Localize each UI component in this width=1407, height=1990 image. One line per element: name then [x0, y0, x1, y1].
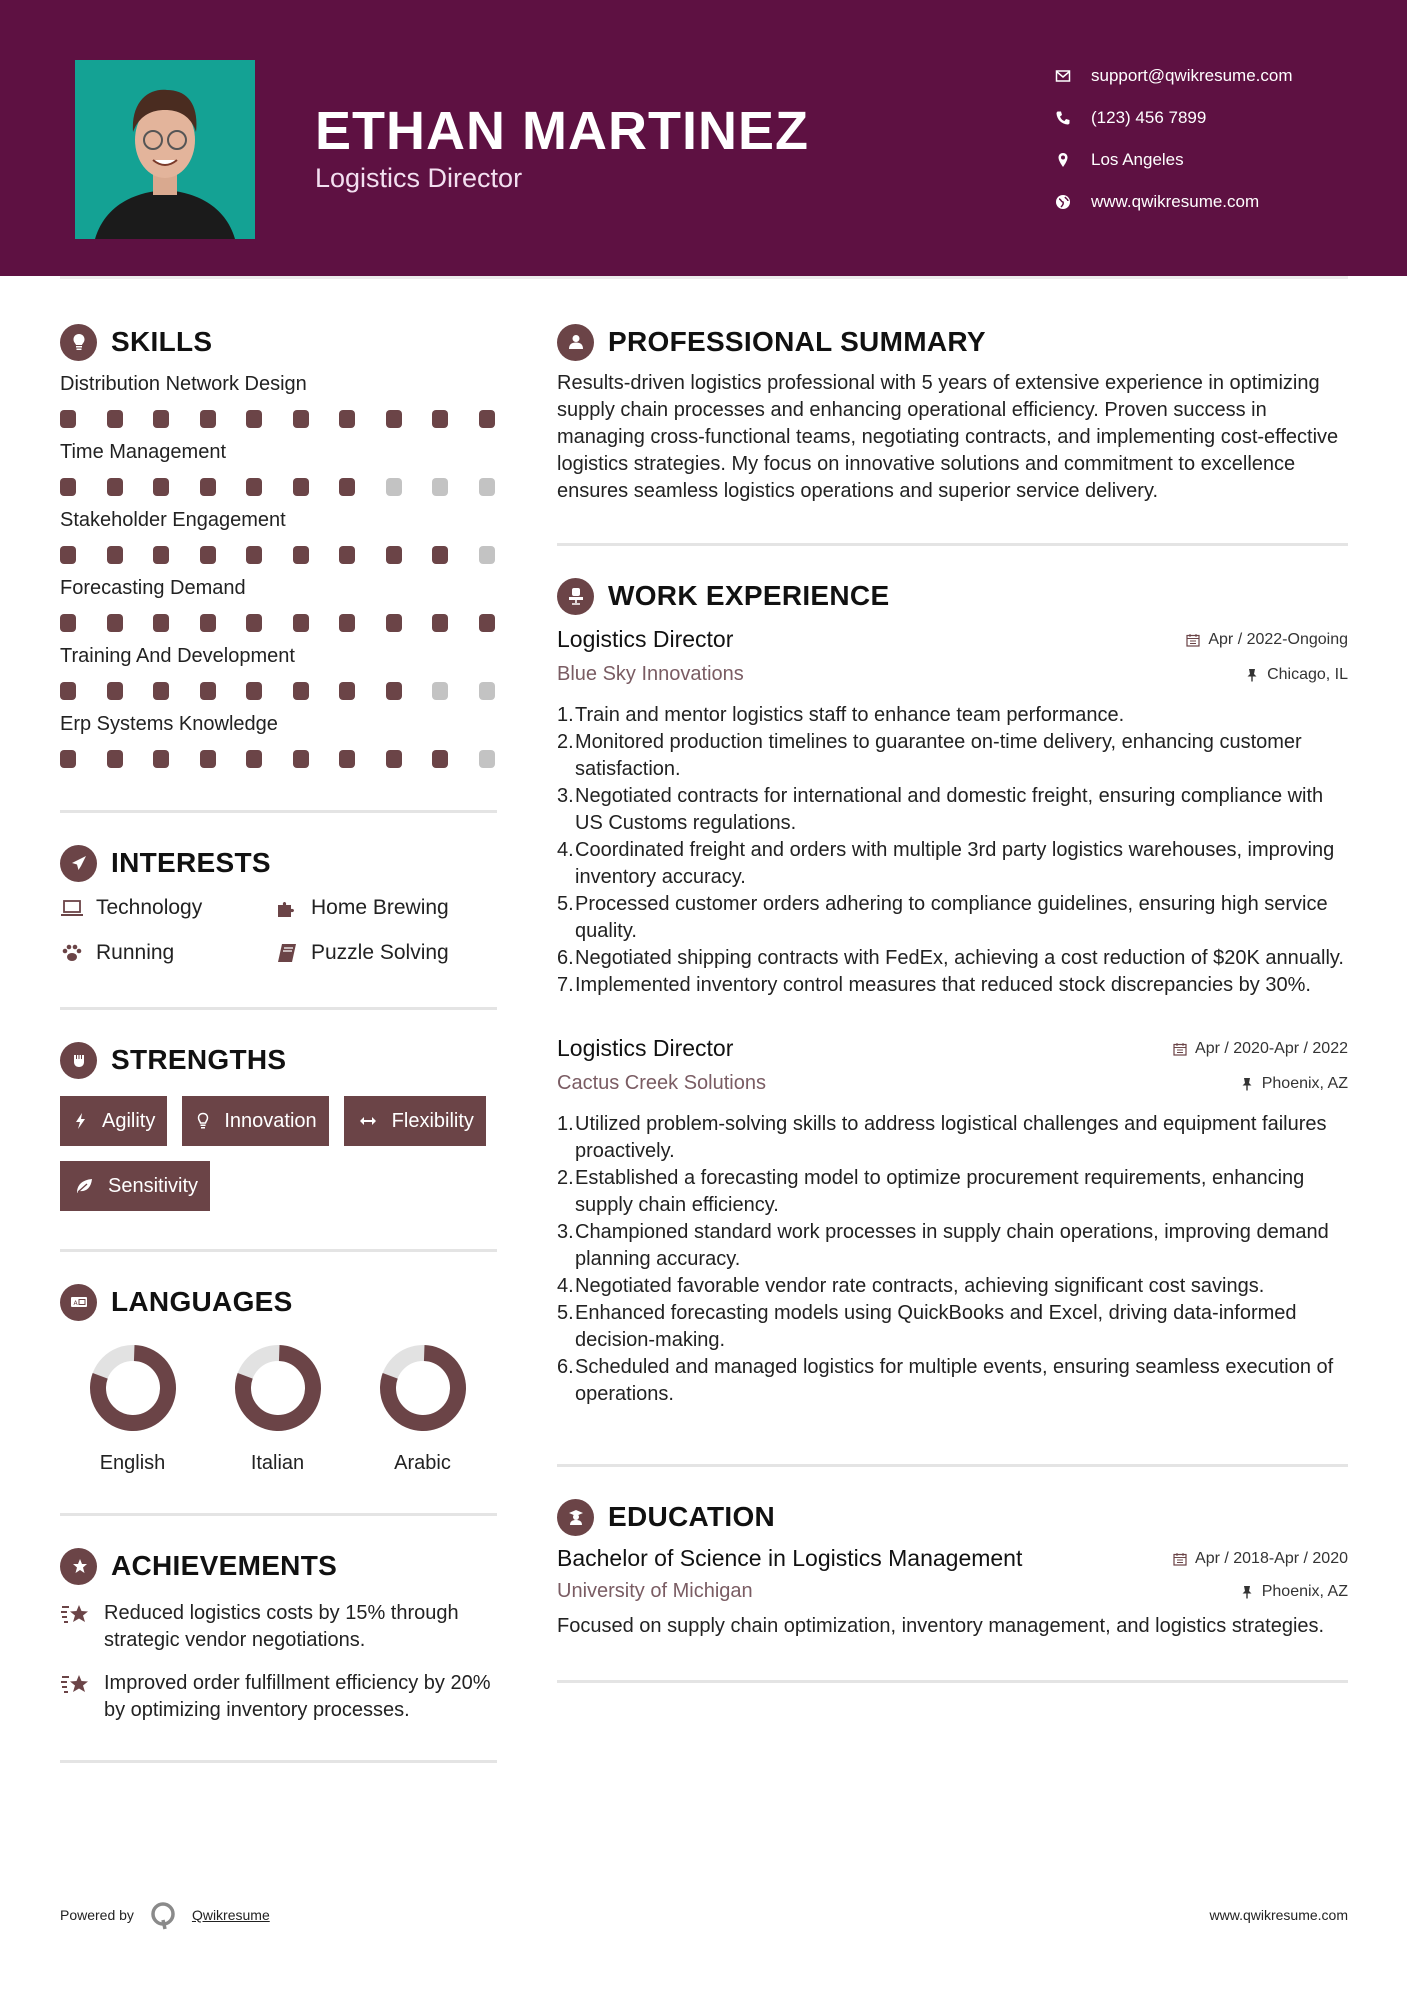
skill-name: Time Management: [60, 441, 226, 463]
rating-dot: [339, 682, 355, 700]
rating-dot: [479, 750, 495, 768]
interest-item: [275, 938, 490, 967]
rating-dot: [293, 750, 309, 768]
star-badge-icon: [60, 1548, 97, 1585]
calendar-icon: [1186, 633, 1200, 647]
qwikresume-logo-icon: [148, 1900, 178, 1930]
pushpin-icon: [1240, 1077, 1254, 1091]
section-divider: [557, 1680, 1348, 1683]
skill-rating: [60, 546, 497, 566]
rating-dot: [386, 682, 402, 700]
job-bullet: 6. Scheduled and managed logistics for multiple events, ensuring seamless execution of operations.: [557, 1356, 1334, 1405]
interests-section: [60, 843, 497, 1010]
bolt-icon: [72, 1112, 90, 1130]
lightbulb-icon: [194, 1112, 212, 1130]
chair-icon: [557, 578, 594, 615]
language-item: [60, 1344, 205, 1475]
contact-website[interactable]: [1055, 181, 1293, 223]
shooting-star-icon: [60, 1672, 90, 1698]
job-bullet: 3. Negotiated contracts for international and domestic freight, ensuring compliance with US Customs regulations.: [557, 785, 1324, 834]
rating-dot: [153, 750, 169, 768]
interest-label: Home Brewing: [311, 895, 449, 919]
language-proficiency-ring: [379, 1344, 467, 1432]
rating-dot: [107, 682, 123, 700]
strength-label: Flexibility: [391, 1109, 474, 1132]
user-icon: [557, 324, 594, 361]
job-bullet: 7. Implemented inventory control measures that reduced stock discrepancies by 30%.: [557, 974, 1311, 996]
rating-dot: [479, 614, 495, 632]
arrows-horizontal-icon: [356, 1112, 380, 1130]
pushpin-icon: [1245, 668, 1259, 682]
strength-label: Sensitivity: [108, 1174, 199, 1197]
education-dates: [1173, 1550, 1348, 1568]
skill-rating: [60, 682, 497, 702]
language-icon: [60, 1284, 97, 1321]
qwikresume-link[interactable]: Qwikresume: [191, 1907, 270, 1923]
rating-dot: [432, 682, 448, 700]
rating-dot: [339, 546, 355, 564]
interests-heading: INTERESTS: [111, 847, 271, 878]
powered-by-label: Powered by: [60, 1907, 134, 1923]
summary-section: [557, 322, 1348, 546]
paw-icon: [60, 942, 84, 964]
calendar-icon: [1173, 1042, 1187, 1056]
job-bullet: 3. Championed standard work processes in supply chain operations, improving demand planning accuracy.: [557, 1221, 1329, 1270]
rating-dot: [293, 546, 309, 564]
rating-dot: [153, 614, 169, 632]
summary-text: Results-driven logistics professional with 5 years of extensive experience in optimizing supply chain processes and enhancing operational efficiency. Proven success in managing cross-functional teams, negotiating contracts, and implementing cost-effective logistics strategies. My focus on innovative solutions and commitment to excellence ensures seamless logistics operations and superior service delivery.: [557, 372, 1339, 502]
contact-phone[interactable]: [1055, 97, 1293, 139]
rating-dot: [386, 410, 402, 428]
job-bullets: [557, 1111, 1348, 1408]
interest-label: Technology: [96, 895, 203, 919]
interest-label: Running: [96, 940, 175, 964]
leaf-icon: [72, 1177, 96, 1195]
rating-dot: [200, 614, 216, 632]
svg-text:A: A: [73, 1300, 78, 1307]
job-location: Phoenix, AZ: [1240, 1075, 1348, 1093]
interest-item: [275, 893, 490, 922]
contact-location: [1055, 139, 1293, 181]
skills-list: [60, 372, 497, 770]
experience-heading: WORK EXPERIENCE: [608, 580, 890, 611]
rating-dot: [386, 478, 402, 496]
shooting-star-icon: [60, 1602, 90, 1628]
job-bullet: 5. Processed customer orders adhering to compliance guidelines, ensuring high service quality.: [557, 893, 1328, 942]
language-proficiency-ring: [234, 1344, 322, 1432]
rating-dot: [107, 750, 123, 768]
rating-dot: [107, 546, 123, 564]
profile-photo: [75, 60, 255, 239]
book-icon: [275, 942, 299, 964]
achievement-item: [60, 1600, 497, 1654]
rating-dot: [246, 478, 262, 496]
strength-tag: [60, 1161, 210, 1211]
interests-list: [60, 893, 497, 967]
rating-dot: [246, 410, 262, 428]
calendar-icon: [1173, 1552, 1187, 1566]
strength-tag: [60, 1096, 167, 1146]
rating-dot: [432, 478, 448, 496]
contact-phone-text: (123) 456 7899: [1091, 108, 1207, 127]
rating-dot: [479, 682, 495, 700]
rating-dot: [153, 410, 169, 428]
languages-list: [60, 1344, 497, 1475]
rating-dot: [479, 478, 495, 496]
rating-dot: [386, 750, 402, 768]
education-dates-text: Apr / 2018-Apr / 2020: [1195, 1549, 1348, 1567]
skills-heading: SKILLS: [111, 326, 213, 357]
rating-dot: [246, 614, 262, 632]
rating-dot: [153, 478, 169, 496]
rating-dot: [339, 750, 355, 768]
achievements-heading: ACHIEVEMENTS: [111, 1550, 338, 1581]
job-bullet: 1. Utilized problem-solving skills to address logistical challenges and equipment failures proactively.: [557, 1113, 1327, 1162]
achievement-text: Improved order fulfillment efficiency by 20% by optimizing inventory processes.: [104, 1672, 491, 1721]
skill-name: Stakeholder Engagement: [60, 509, 286, 531]
candidate-title: Logistics Director: [315, 163, 523, 193]
job-dates: Apr / 2020-Apr / 2022: [1173, 1040, 1348, 1058]
rating-dot: [432, 410, 448, 428]
rating-dot: [60, 410, 76, 428]
section-divider: [557, 1464, 1348, 1467]
rating-dot: [432, 750, 448, 768]
section-divider: [60, 1760, 497, 1763]
rating-dot: [432, 546, 448, 564]
job-entry: [557, 626, 1348, 999]
section-divider: [557, 543, 1348, 546]
job-bullet: 4. Negotiated favorable vendor rate contracts, achieving significant cost savings.: [557, 1275, 1265, 1297]
contact-location-text: Los Angeles: [1091, 150, 1184, 169]
rating-dot: [246, 750, 262, 768]
summary-heading: PROFESSIONAL SUMMARY: [608, 326, 986, 357]
job-bullet: 1. Train and mentor logistics staff to enhance team performance.: [557, 704, 1125, 726]
candidate-name: ETHAN MARTINEZ: [315, 101, 809, 161]
header-divider: [60, 276, 1348, 279]
map-pin-icon: [1055, 152, 1091, 168]
education-description: Focused on supply chain optimization, inventory management, and logistics strategies.: [557, 1615, 1325, 1637]
rating-dot: [386, 546, 402, 564]
rating-dot: [293, 682, 309, 700]
interest-label: Puzzle Solving: [311, 940, 449, 964]
job-bullets: [557, 702, 1348, 999]
job-entry: [557, 1035, 1348, 1408]
section-divider: [60, 810, 497, 813]
skill-rating: [60, 614, 497, 634]
strengths-heading: STRENGTHS: [111, 1044, 287, 1075]
achievements-section: [60, 1546, 497, 1763]
rating-dot: [246, 546, 262, 564]
rating-dot: [60, 682, 76, 700]
footer: [60, 1900, 1348, 1930]
rating-dot: [432, 614, 448, 632]
phone-icon: [1055, 110, 1091, 126]
strength-tag: [182, 1096, 328, 1146]
language-name: English: [99, 1452, 166, 1474]
company-name: Blue Sky Innovations: [557, 663, 744, 685]
interest-item: [60, 893, 275, 922]
job-location: Chicago, IL: [1245, 666, 1348, 684]
language-name: Italian: [250, 1452, 305, 1474]
skill-rating: [60, 410, 497, 430]
rating-dot: [200, 682, 216, 700]
strength-label: Agility: [102, 1109, 156, 1132]
rating-dot: [153, 682, 169, 700]
lightbulb-icon: [60, 324, 97, 361]
languages-heading: LANGUAGES: [111, 1286, 293, 1317]
job-dates: Apr / 2022-Ongoing: [1186, 631, 1348, 649]
job-title: Logistics Director: [557, 626, 734, 652]
rating-dot: [479, 410, 495, 428]
strengths-section: [60, 1040, 497, 1252]
company-name: Cactus Creek Solutions: [557, 1072, 766, 1094]
language-item: [205, 1344, 350, 1475]
strength-label: Innovation: [224, 1109, 317, 1132]
rating-dot: [200, 546, 216, 564]
education-heading: EDUCATION: [608, 1501, 776, 1532]
skill-name: Forecasting Demand: [60, 577, 246, 599]
job-title: Logistics Director: [557, 1035, 734, 1061]
achievement-item: [60, 1670, 497, 1724]
contact-email[interactable]: [1055, 55, 1293, 97]
rating-dot: [60, 614, 76, 632]
rating-dot: [200, 478, 216, 496]
rating-dot: [153, 546, 169, 564]
globe-icon: [1055, 194, 1091, 210]
rating-dot: [479, 546, 495, 564]
skill-name: Erp Systems Knowledge: [60, 713, 278, 735]
rating-dot: [293, 410, 309, 428]
job-bullet: 6. Negotiated shipping contracts with FedEx, achieving a cost reduction of $20K annually.: [557, 947, 1344, 969]
pushpin-icon: [1240, 1585, 1254, 1599]
skill-rating: [60, 478, 497, 498]
rating-dot: [200, 750, 216, 768]
profile-photo-illustration: [75, 60, 255, 239]
footer-url[interactable]: www.qwikresume.com: [1209, 1907, 1348, 1923]
achievement-text: Reduced logistics costs by 15% through strategic vendor negotiations.: [104, 1602, 459, 1651]
rating-dot: [339, 410, 355, 428]
laptop-icon: [60, 897, 84, 919]
rating-dot: [293, 478, 309, 496]
rating-dot: [60, 478, 76, 496]
language-proficiency-ring: [89, 1344, 177, 1432]
job-bullet: 4. Coordinated freight and orders with multiple 3rd party logistics warehouses, improving inventory accuracy.: [557, 839, 1335, 888]
school-name: University of Michigan: [557, 1580, 753, 1602]
rating-dot: [60, 546, 76, 564]
rating-dot: [339, 478, 355, 496]
job-bullet: 5. Enhanced forecasting models using QuickBooks and Excel, driving data-informed decision-making.: [557, 1302, 1297, 1351]
left-column: [60, 322, 497, 1763]
rating-dot: [200, 410, 216, 428]
job-bullet: 2. Monitored production timelines to guarantee on-time delivery, enhancing customer satisfaction.: [557, 731, 1302, 780]
languages-section: [60, 1282, 497, 1516]
rating-dot: [107, 614, 123, 632]
rating-dot: [339, 614, 355, 632]
strength-tag: [344, 1096, 486, 1146]
envelope-icon: [1055, 68, 1091, 84]
rating-dot: [107, 478, 123, 496]
education-location-text: Phoenix, AZ: [1261, 1582, 1348, 1600]
contact-website-text: www.qwikresume.com: [1091, 192, 1260, 211]
puzzle-icon: [275, 897, 299, 919]
right-column: [557, 322, 1348, 1683]
skill-name: Distribution Network Design: [60, 373, 307, 395]
rating-dot: [386, 614, 402, 632]
education-location: [1240, 1583, 1348, 1601]
education-section: [557, 1497, 1348, 1683]
skill-rating: [60, 750, 497, 770]
section-divider: [60, 1513, 497, 1516]
fist-icon: [60, 1042, 97, 1079]
strengths-list: [60, 1096, 497, 1211]
rating-dot: [293, 614, 309, 632]
skills-section: [60, 322, 497, 813]
degree-title: Bachelor of Science in Logistics Management: [557, 1545, 1023, 1571]
paper-plane-icon: [60, 845, 97, 882]
rating-dot: [246, 682, 262, 700]
section-divider: [60, 1249, 497, 1252]
job-list: [557, 626, 1348, 1408]
job-bullet: 2. Established a forecasting model to optimize procurement requirements, enhancing supply chain efficiency.: [557, 1167, 1305, 1216]
skill-name: Training And Development: [60, 645, 295, 667]
section-divider: [60, 1007, 497, 1010]
experience-section: [557, 576, 1348, 1408]
resume-header: [0, 0, 1407, 276]
rating-dot: [60, 750, 76, 768]
graduate-icon: [557, 1499, 594, 1536]
rating-dot: [107, 410, 123, 428]
contact-email-text: support@qwikresume.com: [1091, 66, 1293, 85]
language-item: [350, 1344, 495, 1475]
language-name: Arabic: [394, 1452, 451, 1474]
contact-list: [1055, 55, 1293, 223]
interest-item: [60, 938, 275, 967]
